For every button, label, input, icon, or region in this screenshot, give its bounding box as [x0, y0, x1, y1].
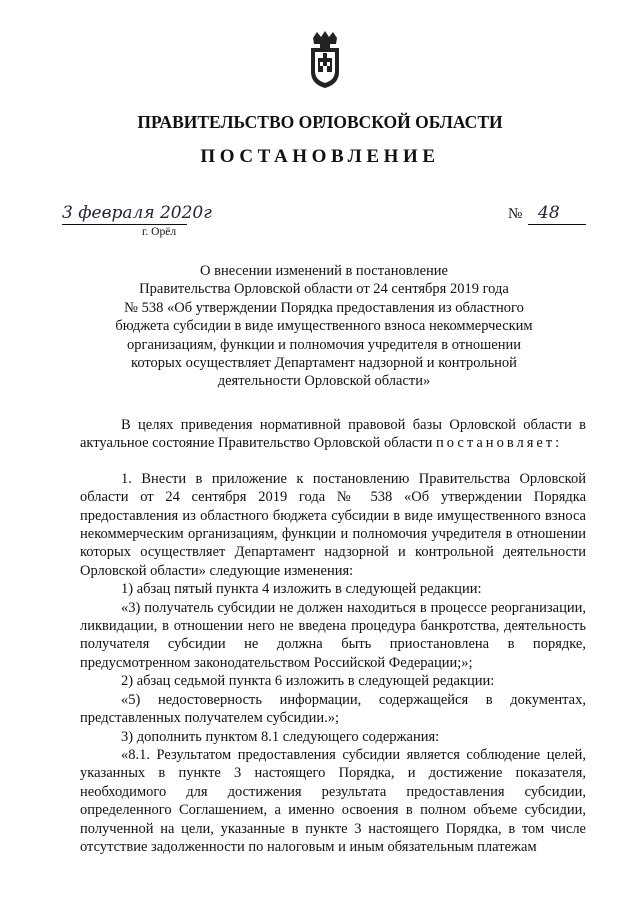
document-type: ПОСТАНОВЛЕНИЕ	[200, 146, 440, 167]
body-paragraph: 1. Внести в приложение к постановлению Правительства Орловской области от 24 сентября 2019 года № 538 «Об утверждении Порядка предоставления из областного бюджета субсидии в виде имущественного взноса некоммерческим организациям, функции и полномочия учредителя в отношении которых осуществляет Департамент надзорной и контрольной деятельности Орловской области» следующие изменения:	[80, 470, 586, 579]
preamble-text: В целях приведения нормативной правовой базы Орловской области в актуальное состояние Правительство Орловской области	[80, 417, 586, 452]
city-label: г. Орёл	[142, 226, 177, 238]
organization-title: ПРАВИТЕЛЬСТВО ОРЛОВСКОЙ ОБЛАСТИ	[137, 112, 503, 132]
body-paragraph: «8.1. Результатом предоставления субсидии является соблюдение целей, указанных в пункте 3 настоящего Порядка, и достижение показателя, необходимого для достижения результата предоставления субсидии, определенного Соглашением, а именно освоения в полном объеме субсидии, полученной на цели, указанные в пункте 3 настоящего Порядка, в том числе отсутствие задолженности по налоговым и иным обязательным платежам	[80, 746, 586, 855]
subject-line: бюджета субсидии в виде имущественного взноса некоммерческим	[115, 318, 533, 335]
subject-line: организациям, функции и полномочия учредителя в отношении	[127, 336, 521, 353]
subject-line: которых осуществляет Департамент надзорной и контрольной	[131, 355, 517, 372]
body-paragraph: «5) недостоверность информации, содержащейся в документах, представленных получателем субсидии.»;	[80, 691, 586, 727]
date-field	[62, 202, 212, 225]
handwritten-number: 48	[538, 203, 560, 223]
body-paragraph: «3) получатель субсидии не должен находиться в процессе реорганизации, ликвидации, в отношении него не введена процедура банкротства, деятельность получателя субсидии не должна быть приостановлена в порядке, предусмотренном законодательством Российской Федерации;»;	[80, 599, 586, 671]
body-paragraph: 2) абзац седьмой пункта 6 изложить в следующей редакции:	[121, 673, 495, 690]
preamble-paragraph	[80, 416, 586, 453]
subject-line: деятельности Орловской области»	[217, 373, 431, 390]
subject-line: № 538 «Об утверждении Порядка предоставления из областного	[124, 299, 524, 316]
body-paragraph: 1) абзац пятый пункта 4 изложить в следующей редакции:	[121, 581, 482, 598]
subject-line: О внесении изменений в постановление	[200, 263, 448, 279]
coat-of-arms-icon	[308, 28, 342, 90]
handwritten-date: 3 февраля 2020г	[62, 203, 212, 223]
number-label: №	[508, 206, 523, 222]
document-body	[80, 416, 586, 856]
number-field	[528, 202, 586, 225]
decree-verb: постановляет:	[436, 435, 563, 452]
document-subject	[96, 262, 552, 391]
subject-line: Правительства Орловской области от 24 сентября 2019 года	[139, 281, 509, 298]
body-paragraph: 3) дополнить пунктом 8.1 следующего содержания:	[121, 728, 440, 745]
